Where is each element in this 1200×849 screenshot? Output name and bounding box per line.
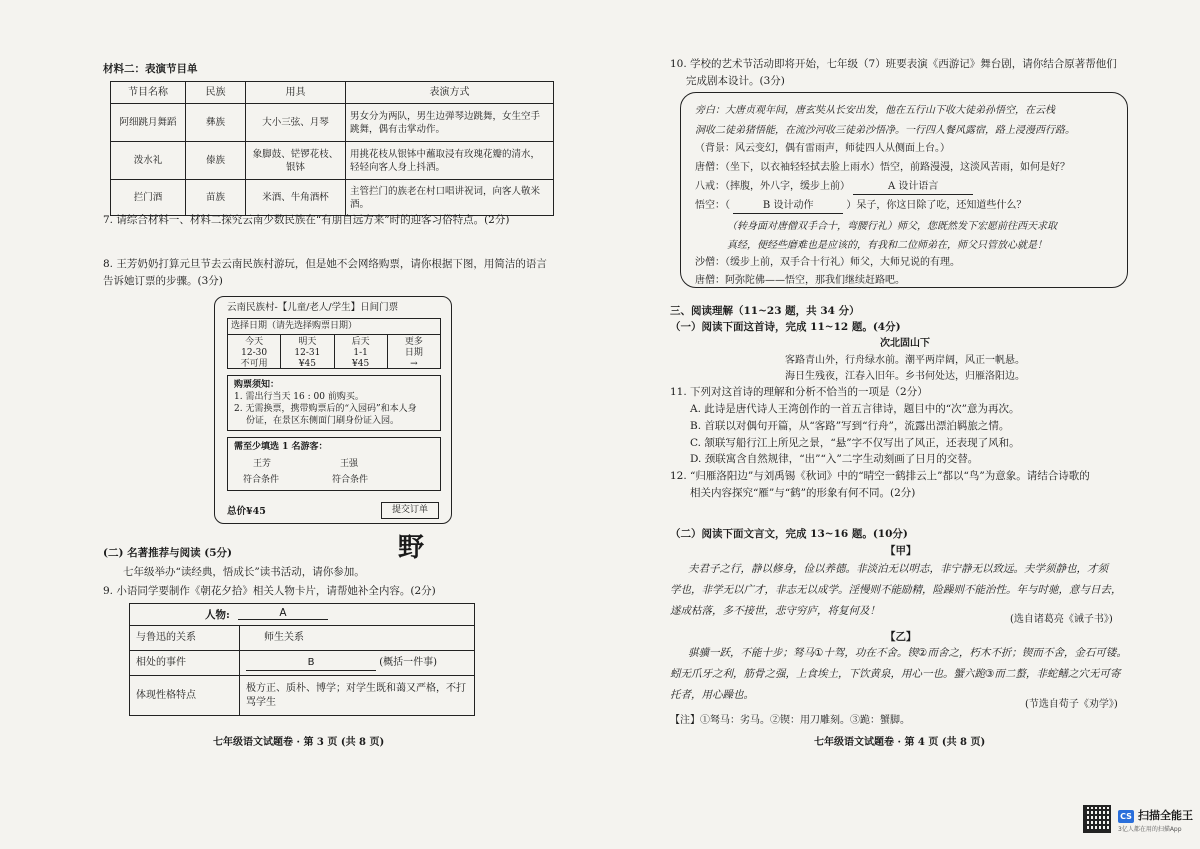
notice-item: 份证，在景区东侧面门刷身份证入园。 — [246, 416, 400, 426]
card-person-label: 人物: — [205, 609, 230, 621]
arrow-icon: → — [410, 359, 418, 369]
subsection-1-title: （一）阅读下面这首诗，完成 11~12 题。(4分) — [670, 321, 901, 333]
handwritten-mark: 野 — [398, 533, 425, 563]
date-date: 日期 — [404, 348, 423, 358]
question-10-line1: 10. 学校的艺术节活动即将开始，七年级（7）班要表演《西游记》舞台剧，请你结合原著帮他们 — [670, 58, 1117, 70]
poem-line: 海日生残夜，江春入旧年。乡书何处达，归雁洛阳边。 — [785, 371, 1025, 382]
table-cell: 泼水礼 — [111, 142, 186, 180]
date-option-day-after[interactable] — [334, 335, 387, 369]
right-page — [600, 0, 1200, 849]
answer-blank-a[interactable]: A — [238, 607, 328, 620]
visitor-status: 符合条件 — [243, 475, 280, 485]
visitor-option[interactable]: 王芳 — [253, 459, 272, 469]
card-key: 与鲁迅的关系 — [130, 626, 240, 651]
date-date: 12-30 — [241, 348, 268, 358]
script-line: 洞收二徒弟猪悟能，在流沙河收三徒弟沙悟净。一行四人餐风露宿，路上浸漫西行路。 — [695, 125, 1075, 136]
notice-item: 2. 无需换票，携带购票后的“入园码”和本人身 — [234, 404, 417, 414]
script-line: 旁白：大唐贞观年间，唐玄奘从长安出发，他在五行山下收大徒弟孙悟空，在云栈 — [695, 105, 1055, 116]
date-day: 后天 — [351, 337, 370, 347]
script-line: （背景：风云变幻，偶有雷雨声，师徒四人从侧面上台。） — [695, 143, 950, 154]
table-cell: 男女分为两队，男生边弹琴边跳舞，女生空手跳舞，偶有击掌动作。 — [346, 104, 554, 142]
qr-code-icon — [1083, 805, 1111, 833]
card-value-row — [240, 651, 475, 676]
answer-blank-b[interactable]: B — [246, 656, 376, 671]
option-c: C. 颔联写船行江上所见之景，“悬”字不仅写出了风正，还表现了风和。 — [690, 437, 1020, 449]
table-header: 节目名称 — [111, 82, 186, 104]
table-row — [130, 676, 475, 716]
material2-title: 材料二：表演节目单 — [103, 63, 198, 75]
card-note: (概括一件事) — [379, 656, 437, 668]
option-a: A. 此诗是唐代诗人王湾创作的一首五言律诗，题目中的“次”意为再次。 — [690, 403, 1020, 415]
card-value: 师生关系 — [240, 626, 475, 651]
answer-blank-a[interactable]: A 设计语言 — [853, 179, 973, 195]
date-option-tomorrow[interactable] — [280, 335, 333, 369]
script-line: 沙僧：（缓步上前，双手合十行礼）师父，大师兄说的有理。 — [695, 257, 960, 268]
passage-line: 托者，用心躁也。 — [670, 689, 754, 701]
table-cell: 苗族 — [186, 180, 246, 216]
table-cell: 大小三弦、月琴 — [246, 104, 346, 142]
table-header-row — [111, 82, 554, 104]
character-card-table — [129, 625, 475, 716]
passage-jia-label: 【甲】 — [885, 545, 917, 557]
ticket-title: 云南民族村-【儿童/老人/学生】日间门票 — [227, 302, 399, 313]
table-row — [111, 180, 554, 216]
purchase-notice — [227, 375, 441, 431]
option-b: B. 首联以对偶句开篇，从“客路”写到“行舟”，流露出漂泊羁旅之情。 — [690, 420, 1010, 432]
watermark-name: 扫描全能王 — [1138, 809, 1193, 822]
date-option-today[interactable] — [228, 335, 280, 369]
submit-order-button[interactable]: 提交订单 — [381, 502, 439, 519]
date-day: 今天 — [245, 337, 264, 347]
script-text: 八戒：（摔腹，外八字，缓步上前） — [695, 181, 850, 192]
question-8-line1: 8. 王芳奶奶打算元旦节去云南民族村游玩，但是她不会网络购票，请你根据下图，用简洁的语言 — [103, 258, 547, 270]
question-11: 11. 下列对这首诗的理解和分析不恰当的一项是（2分） — [670, 386, 928, 398]
script-text: ）呆子，你这日除了吃，还知道些什么？ — [846, 200, 1027, 211]
table-cell: 用挑花枝从银钵中蘸取浸有玫瑰花瓣的清水，轻轻向客人身上抖洒。 — [346, 142, 554, 180]
script-line — [695, 198, 1026, 214]
poem-title: 次北固山下 — [880, 338, 930, 349]
date-label: 选择日期（请先选择购票日期） — [231, 321, 358, 331]
passage-line: 骐骥一跃，不能十步；驽马①十驾，功在不舍。锲②而舍之，朽木不折；锲而不舍，金石可镂。 — [688, 647, 1127, 659]
date-price: ¥45 — [298, 359, 316, 369]
visitor-option[interactable]: 王强 — [340, 459, 359, 469]
total-price: 总价¥45 — [227, 506, 266, 517]
performance-table — [110, 81, 554, 216]
notice-title: 购票须知： — [234, 380, 280, 390]
poem-line: 客路青山外，行舟绿水前。潮平两岸阔，风正一帆悬。 — [785, 355, 1025, 366]
date-price: ¥45 — [352, 359, 370, 369]
date-date: 1-1 — [353, 348, 368, 358]
passage-line: 蚓无爪牙之利，筋骨之强，上食埃土，下饮黄泉，用心一也。蟹六跪③而二螯，非蛇鳝之穴无可寄 — [670, 668, 1121, 680]
question-9: 9. 小语同学要制作《朝花夕拾》相关人物卡片，请帮她补全内容。(2分) — [103, 585, 436, 597]
table-cell: 主管拦门的族老在村口唱讲祝词，向客人敬米酒。 — [346, 180, 554, 216]
date-day: 明天 — [298, 337, 317, 347]
section-2-title: (二) 名著推荐与阅读 (5分) — [103, 547, 232, 559]
option-d: D. 颈联寓含自然规律，“出”“入”二字生动刻画了日月的交替。 — [690, 453, 979, 465]
visitor-status: 符合条件 — [332, 475, 369, 485]
activity-text: 七年级举办“读经典，悟成长”读书活动，请你参加。 — [123, 566, 365, 578]
table-cell: 彝族 — [186, 104, 246, 142]
card-value: 极方正、质朴、博学；对学生既和蔼又严格，不打骂学生 — [240, 676, 475, 716]
visitor-selector — [227, 437, 441, 491]
passage-line: 学也，非学无以广才，非志无以成学。淫慢则不能励精，险躁则不能治性。年与时驰，意与日去， — [670, 584, 1122, 596]
footnote: 【注】①驽马：劣马。②锲：用刀雕刻。③跪：蟹脚。 — [670, 715, 910, 726]
script-line: 唐僧：阿弥陀佛——悟空，那我们继续赶路吧。 — [695, 275, 905, 286]
date-price: 不可用 — [240, 359, 268, 369]
table-row — [111, 142, 554, 180]
section-3-title: 三、阅读理解（11~23 题，共 34 分） — [670, 305, 860, 317]
card-key: 相处的事件 — [130, 651, 240, 676]
card-key: 体现性格特点 — [130, 676, 240, 716]
question-12-line1: 12. “归雁洛阳边”与刘禹锡《秋词》中的“晴空一鹤排云上”都以“鸟”为意象。请结合诗歌的 — [670, 470, 1090, 482]
table-row — [111, 104, 554, 142]
date-date: 12-31 — [294, 348, 321, 358]
camscanner-logo: CS — [1118, 810, 1134, 823]
page-footer: 七年级语文试题卷 · 第 4 页 (共 8 页) — [814, 737, 986, 748]
script-text: 悟空：（ — [695, 200, 730, 211]
notice-item: 1. 需出行当天 16 : 00 前购买。 — [234, 392, 364, 402]
passage-source: (节选自荀子《劝学》) — [1025, 699, 1118, 710]
script-box — [680, 92, 1128, 288]
watermark-slogan: 3亿人都在用的扫描App — [1118, 826, 1182, 833]
script-line: 真经，便经些磨难也是应该的，有我和二位师弟在，师父只管放心就是！ — [727, 240, 1047, 251]
ticket-illustration — [214, 296, 452, 524]
question-8-line2: 告诉她订票的步骤。(3分) — [103, 275, 223, 287]
table-row — [130, 626, 475, 651]
visitor-label: 需至少填选 1 名游客： — [234, 442, 328, 452]
script-line — [695, 179, 973, 195]
passage-line: 遂成枯落，多不接世，悲守穷庐，将复何及！ — [670, 605, 880, 617]
question-10-line2: 完成剧本设计。(3分) — [686, 75, 785, 87]
date-grid — [228, 334, 440, 369]
table-cell: 米酒、牛角酒杯 — [246, 180, 346, 216]
subsection-2-title: （二）阅读下面文言文，完成 13~16 题。(10分) — [670, 528, 908, 540]
question-12-line2: 相关内容探究“雁”与“鹤”的形象有何不同。(2分) — [690, 487, 916, 499]
page-footer: 七年级语文试题卷 · 第 3 页 (共 8 页) — [213, 737, 385, 748]
passage-source: (选自诸葛亮《诫子书》) — [1010, 614, 1113, 625]
date-option-more[interactable] — [387, 335, 440, 369]
card-person-row — [129, 603, 475, 625]
table-cell: 拦门酒 — [111, 180, 186, 216]
table-header: 表演方式 — [346, 82, 554, 104]
table-cell: 傣族 — [186, 142, 246, 180]
passage-line: 夫君子之行，静以修身，俭以养德。非淡泊无以明志，非宁静无以致远。夫学须静也，才须 — [688, 563, 1108, 575]
answer-blank-b[interactable]: B 设计动作 — [733, 198, 843, 214]
question-7: 7. 请综合材料一、材料二探究云南少数民族在“有朋自远方来”时的迎客习俗特点。(2分) — [103, 214, 510, 226]
table-header: 民族 — [186, 82, 246, 104]
date-day: 更多 — [404, 337, 423, 347]
script-line: （转身面对唐僧双手合十，弯腰行礼）师父，您既然发下宏愿前往西天求取 — [727, 221, 1057, 232]
table-header: 用具 — [246, 82, 346, 104]
date-selector — [227, 318, 441, 369]
table-cell: 象脚鼓、铓锣花枝、银钵 — [246, 142, 346, 180]
passage-yi-label: 【乙】 — [885, 631, 917, 643]
script-line: 唐僧：（坐下，以衣袖轻轻拭去脸上雨水）悟空，前路漫漫，这淡风苦雨，如何是好？ — [695, 162, 1070, 173]
table-cell: 阿细跳月舞蹈 — [111, 104, 186, 142]
table-row — [130, 651, 475, 676]
